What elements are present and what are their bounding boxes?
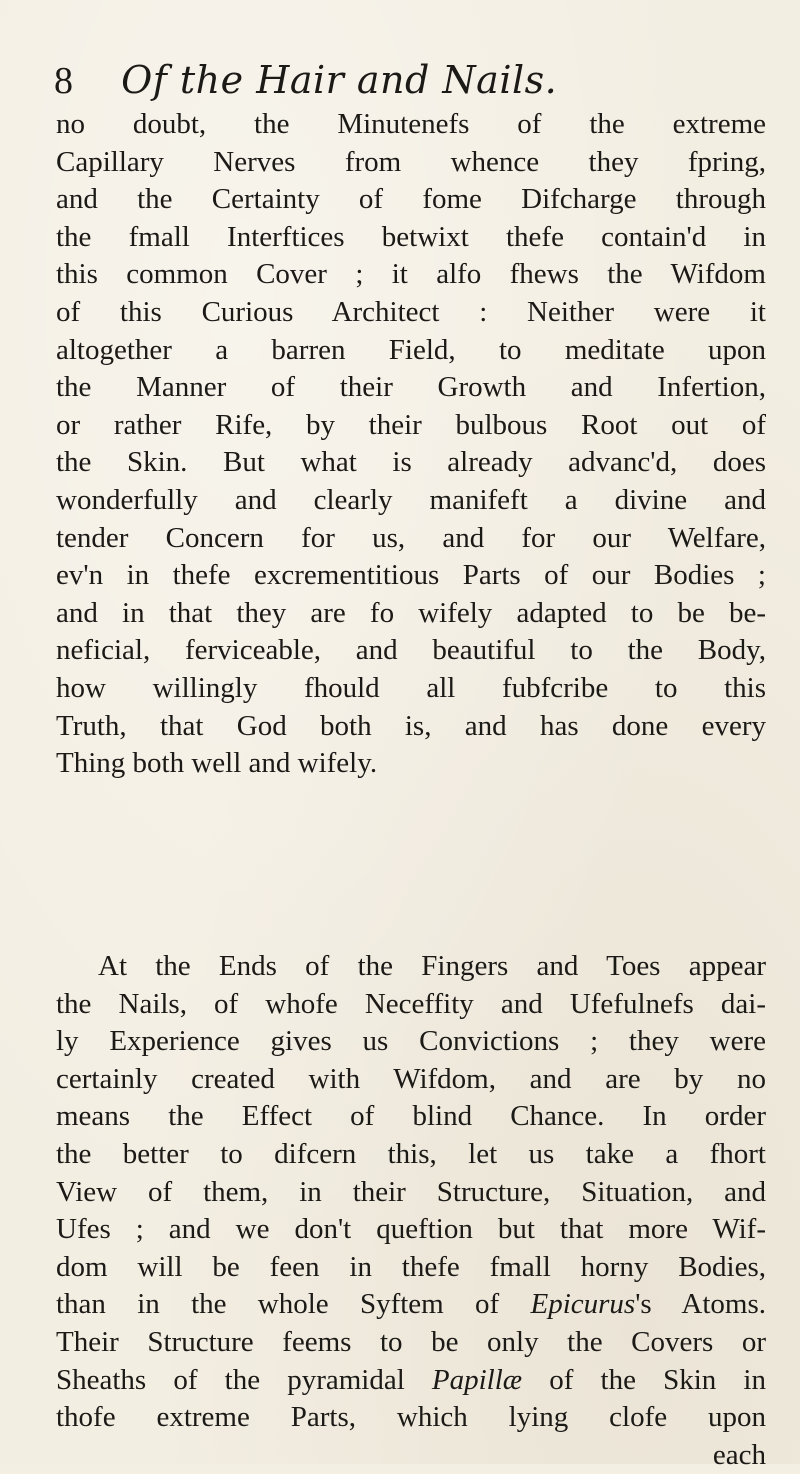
text-segment: than in the whole Syftem of (56, 1288, 531, 1321)
text-segment: Sheaths of the pyramidal (56, 1363, 432, 1396)
text-segment: of the Skin in (522, 1363, 766, 1396)
text-line: and in that they are fo wifely adapted to be be- (56, 596, 766, 629)
text-line: View of them, in their Structure, Situation, and (56, 1175, 766, 1208)
text-line: the Skin. But what is already advanc'd, does (56, 446, 766, 479)
text-line: ly Experience gives us Convictions ; they were (56, 1025, 766, 1058)
page-header (54, 52, 774, 108)
text-line: of this Curious Architect : Neither were it (56, 295, 766, 328)
text-line (56, 1362, 766, 1400)
text-line: Ufes ; and we don't queftion but that more Wif- (56, 1213, 766, 1246)
text-line: Their Structure feems to be only the Covers or (56, 1325, 766, 1358)
italic-word-papillae: Papillæ (431, 1363, 523, 1396)
text-line (56, 1286, 766, 1324)
text-line: how willingly fhould all fubfcribe to this (56, 671, 766, 704)
text-line: the fmall Interftices betwixt thefe contain'd in (56, 220, 766, 253)
page-number: 8 (54, 60, 73, 102)
text-line: neficial, ferviceable, and beautiful to the Body, (56, 634, 766, 667)
paragraph-1 (56, 106, 766, 783)
text-line: the better to difcern this, let us take a fhort (56, 1137, 766, 1170)
text-line: this common Cover ; it alfo fhews the Wifdom (56, 258, 766, 291)
text-line: tender Concern for us, and for our Welfare, (56, 521, 766, 554)
running-title: Of the Hair and Nails. (121, 58, 558, 102)
text-line: altogether a barren Field, to meditate upon (56, 333, 766, 366)
text-line: ev'n in thefe excrementitious Parts of our Bodies ; (56, 559, 766, 592)
paragraph-2 (56, 948, 766, 1474)
text-segment: 's Atoms. (635, 1288, 766, 1321)
italic-word-epicurus: Epicurus (530, 1288, 636, 1321)
text-line: the Nails, of whofe Neceffity and Ufefulnefs dai- (56, 987, 766, 1020)
catchword: each (712, 1438, 766, 1471)
text-line: wonderfully and clearly manifeft a divine and (56, 483, 766, 516)
text-line: or rather Rife, by their bulbous Root out of (56, 408, 766, 441)
text-line: At the Ends of the Fingers and Toes appear (98, 950, 766, 982)
text-line: certainly created with Wifdom, and are by no (56, 1062, 766, 1095)
text-line: no doubt, the Minutenefs of the extreme (56, 108, 766, 140)
text-line: means the Effect of blind Chance. In order (56, 1100, 766, 1133)
text-line: dom will be feen in thefe fmall horny Bodies, (56, 1250, 766, 1283)
text-line: Thing both well and wifely. (56, 747, 378, 780)
text-line: and the Certainty of fome Difcharge through (56, 183, 766, 216)
text-line: Capillary Nerves from whence they fpring, (56, 145, 766, 178)
text-line: Truth, that God both is, and has done every (56, 709, 766, 742)
text-line: the Manner of their Growth and Infertion, (56, 371, 766, 404)
text-line: thofe extreme Parts, which lying clofe upon (56, 1401, 766, 1434)
